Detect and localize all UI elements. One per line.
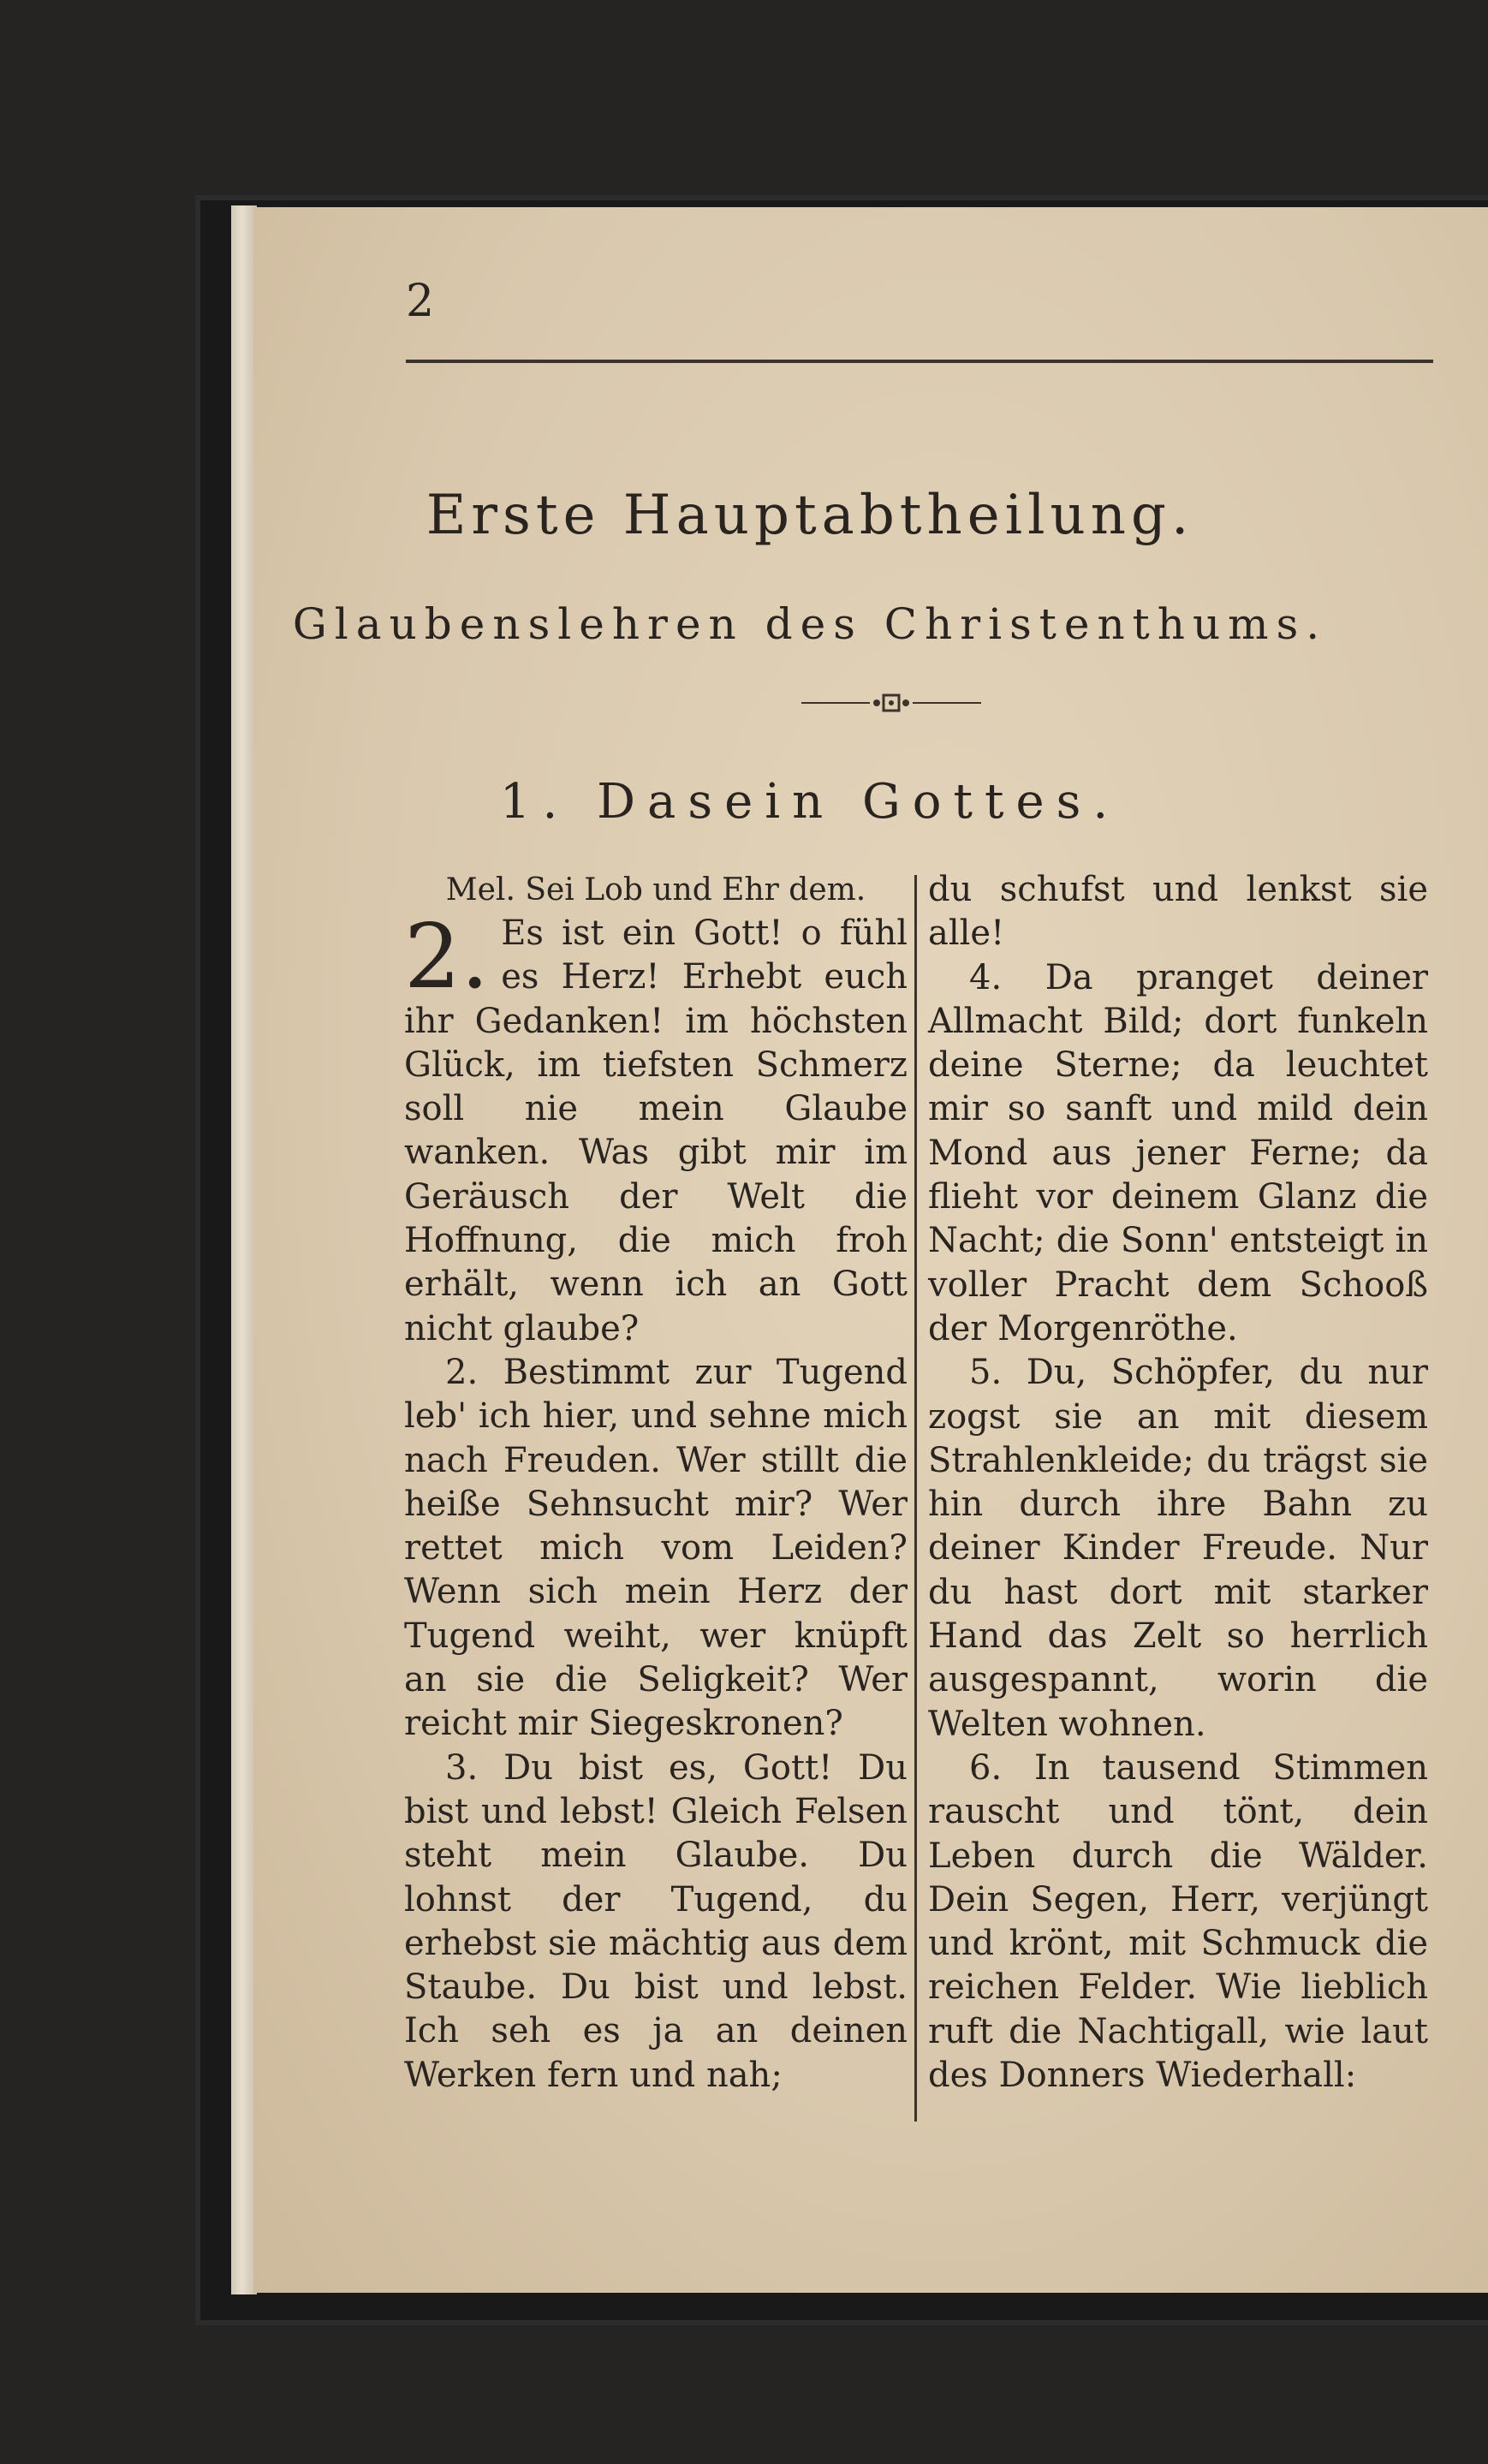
left-column (404, 868, 908, 2098)
verse-6 (928, 1747, 1428, 2098)
right-column (928, 868, 1428, 2098)
melody-note: Mel. Sei Lob und Ehr dem. (445, 872, 866, 908)
page-header (406, 248, 1459, 349)
verse-4-text: 4. Da pranget deiner Allmacht Bild; dort funkeln deine Sterne; da leuchtet mir so sanft und mild dein Mond aus jener Ferne; da flieht vor deinem Glanz die Nacht; die Sonn' entsteigt in voller Pracht dem Schooß der Morgenröthe. (928, 957, 1428, 1348)
column-divider (914, 875, 917, 2122)
verse-2-text: 2. Bestimmt zur Tugend leb' ich hier, und sehne mich nach Freuden. Wer stillt die heiße Sehnsucht mir? Wer rettet mich vom Leiden? Wenn sich mein Herz der Tugend weiht, wer knüpft an sie die Seligkeit? Wer reicht mir Siegeskronen? (404, 1352, 908, 1744)
hymn-heading: 1. Dasein Gottes. (499, 774, 1121, 830)
section-subtitle: Glaubenslehren des Christenthums. (292, 599, 1328, 649)
verse-4 (928, 956, 1428, 1352)
section-title: Erste Hauptabtheilung. (426, 484, 1194, 547)
page-number: 2 (406, 276, 435, 327)
ornament-divider (801, 692, 981, 714)
hymn-number: 2. (404, 904, 490, 1009)
book-page (253, 207, 1488, 2293)
verse-2 (404, 1351, 908, 1747)
verse-5 (928, 1351, 1428, 1747)
verse-3 (404, 1747, 908, 2098)
verse-5-text: 5. Du, Schöpfer, du nur zogst sie an mit diesem Strahlenkleide; du trägst sie hin durch ihre Bahn zu deiner Kinder Freude. Nur du hast dort mit starker Hand das Zelt so herrlich ausgespannt, worin die Welten wohnen. (928, 1353, 1428, 1744)
verse-1 (404, 904, 908, 1351)
verse-1-text: Es ist ein Gott! o fühl es Herz! Erhebt euch ihr Gedanken! im höchsten Glück, im tiefsten Schmerz soll nie mein Glaube wanken. Was gibt mir im Geräusch der Welt die Hoffnung, die mich froh erhält, wenn ich an Gott nicht glaube? (404, 914, 908, 1348)
header-rule (406, 360, 1433, 363)
verse-6-text: 6. In tausend Stimmen rauscht und tönt, dein Leben durch die Wälder. Dein Segen, Herr, verjüngt und krönt, mit Schmuck die reichen Felder. Wie lieblich ruft die Nachtigall, wie laut des Donners Wiederhall: (928, 1747, 1428, 2096)
verse-3-continued (928, 868, 1428, 956)
verse-3-text: 3. Du bist es, Gott! Du bist und lebst! Gleich Felsen steht mein Glaube. Du lohnst der Tugend, du erhebst sie mächtig aus dem Staube. Du bist und lebst. Ich seh es ja an deinen Werken fern und nah; (404, 1747, 908, 2095)
verse-3-continued-text: du schufst und lenkst sie alle! (928, 870, 1428, 954)
